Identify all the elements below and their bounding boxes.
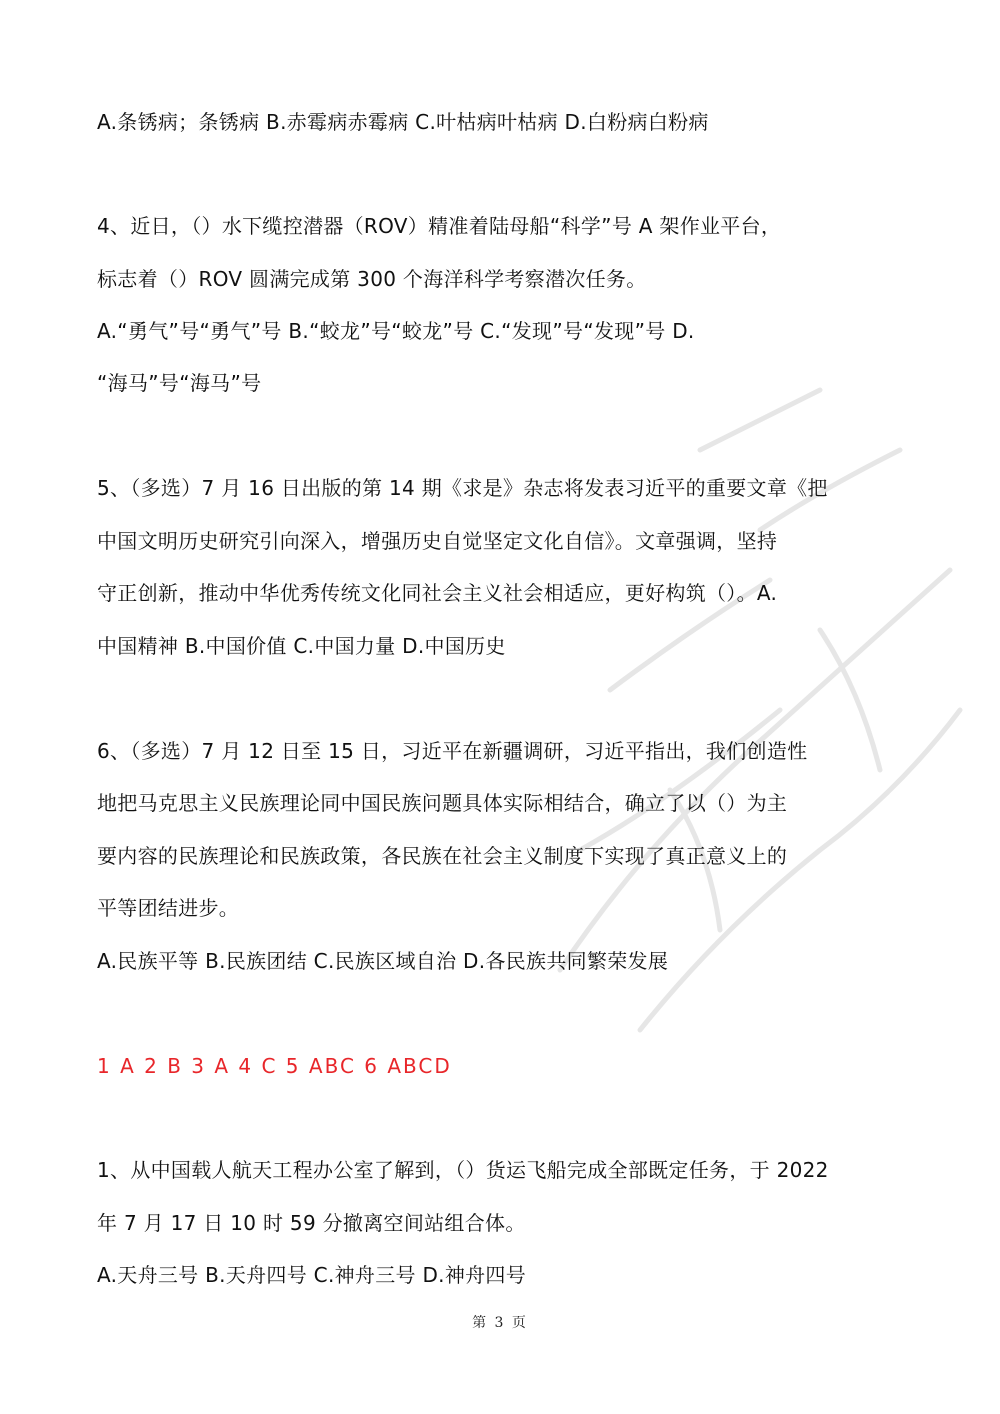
question-6-options: A.民族平等 B.民族团结 C.民族区域自治 D.各民族共同繁荣发展 — [97, 949, 669, 973]
page-number: 第 3 页 — [472, 1315, 528, 1331]
question-1-line-2: 年 7 月 17 日 10 时 59 分撤离空间站组合体。 — [97, 1211, 526, 1235]
question-6-line-1: 6、（多选）7 月 12 日至 15 日，习近平在新疆调研，习近平指出，我们创造性 — [97, 739, 808, 763]
question-5-line-1: 5、（多选）7 月 16 日出版的第 14 期《求是》杂志将发表习近平的重要文章《把 — [97, 476, 828, 500]
question-6-line-3: 要内容的民族理论和民族政策，各民族在社会主义制度下实现了真正意义上的 — [97, 844, 788, 868]
answer-key: 1 A 2 B 3 A 4 C 5 ABC 6 ABCD — [97, 1054, 452, 1078]
question-5-options: 中国精神 B.中国价值 C.中国力量 D.中国历史 — [97, 634, 506, 658]
question-1-line-1: 1、从中国载人航天工程办公室了解到，（）货运飞船完成全部既定任务，于 2022 — [97, 1158, 829, 1182]
question-5-line-3: 守正创新，推动中华优秀传统文化同社会主义社会相适应，更好构筑（）。A. — [97, 581, 778, 605]
question-5-line-2: 中国文明历史研究引向深入，增强历史自觉坚定文化自信》。文章强调，坚持 — [97, 529, 778, 553]
question-4-options-line-1: A.“勇气”号“勇气”号 B.“蛟龙”号“蛟龙”号 C.“发现”号“发现”号 D. — [97, 319, 695, 343]
question-6-line-4: 平等团结进步。 — [97, 896, 240, 920]
question-4-line-1: 4、近日，（）水下缆控潜器（ROV）精准着陆母船“科学”号 A 架作业平台， — [97, 214, 782, 238]
question-3-options: A.条锈病；条锈病 B.赤霉病赤霉病 C.叶枯病叶枯病 D.白粉病白粉病 — [97, 110, 709, 134]
question-4-options-line-2: “海马”号“海马”号 — [97, 371, 262, 395]
question-1-options: A.天舟三号 B.天舟四号 C.神舟三号 D.神舟四号 — [97, 1263, 527, 1287]
question-4-line-2: 标志着（）ROV 圆满完成第 300 个海洋科学考察潜次任务。 — [97, 267, 647, 291]
question-6-line-2: 地把马克思主义民族理论同中国民族问题具体实际相结合，确立了以（）为主 — [97, 791, 788, 815]
watermark-graphic — [520, 330, 980, 1050]
